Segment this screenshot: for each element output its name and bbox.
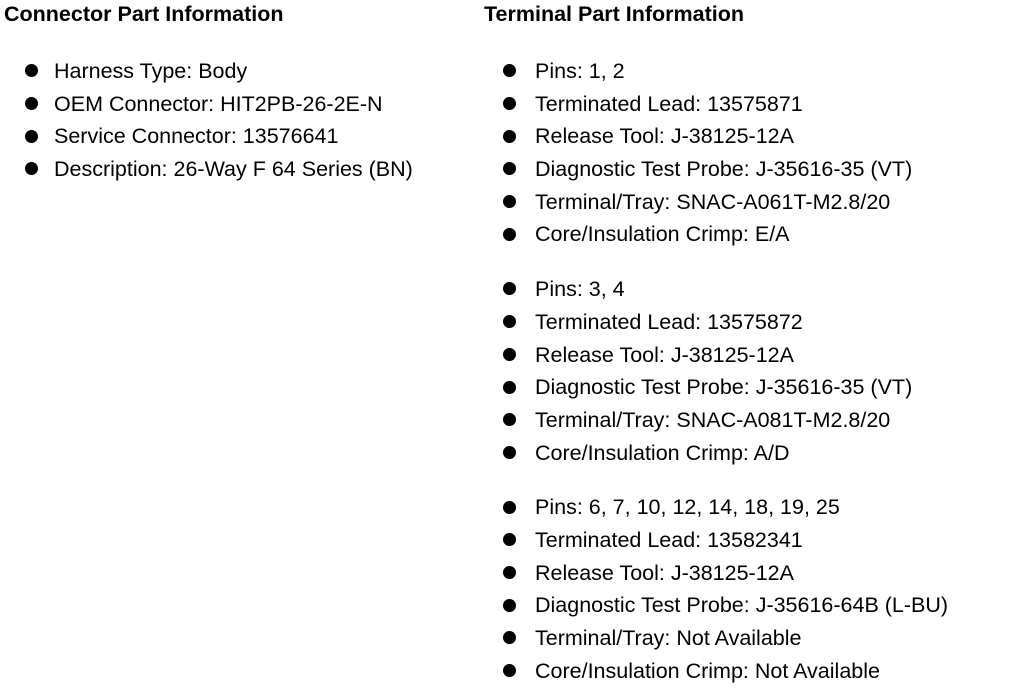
terminal-heading: Terminal Part Information (484, 2, 745, 26)
bullet-icon (503, 315, 516, 328)
list-item (484, 371, 1024, 404)
list-item-text: Terminated Lead: 13575872 (535, 309, 803, 334)
list-item-text: Release Tool: J-38125-12A (535, 560, 794, 585)
connector-list (4, 55, 474, 186)
list-item (484, 557, 1024, 590)
bullet-icon (503, 533, 516, 546)
list-item (484, 437, 1024, 470)
bullet-icon (503, 64, 516, 77)
bullet-icon (25, 64, 38, 77)
list-item-text: Release Tool: J-38125-12A (535, 124, 794, 149)
bullet-icon (503, 348, 516, 361)
terminal-group-2 (484, 273, 1024, 469)
bullet-icon (503, 195, 516, 208)
list-item-text: Diagnostic Test Probe: J-35616-35 (VT) (535, 375, 913, 400)
list-item (484, 524, 1024, 557)
list-item-text: Terminal/Tray: SNAC-A061T-M2.8/20 (535, 189, 891, 214)
bullet-icon (503, 446, 516, 459)
bullet-icon (25, 162, 38, 175)
list-item (484, 153, 1024, 186)
bullet-icon (503, 413, 516, 426)
list-item (484, 306, 1024, 339)
list-item (484, 88, 1024, 121)
bullet-icon (25, 130, 38, 143)
list-item-text: Terminal/Tray: SNAC-A081T-M2.8/20 (535, 407, 891, 432)
list-item (484, 120, 1024, 153)
list-item (484, 589, 1024, 622)
list-item (484, 339, 1024, 372)
bullet-icon (503, 228, 516, 241)
bullet-icon (503, 162, 516, 175)
list-item-text: Pins: 6, 7, 10, 12, 14, 18, 19, 25 (535, 495, 840, 520)
bullet-icon (503, 282, 516, 295)
bullet-icon (503, 97, 516, 110)
list-item-text: Terminated Lead: 13582341 (535, 527, 803, 552)
list-item-text: Description: 26-Way F 64 Series (BN) (54, 157, 413, 182)
list-item (484, 491, 1024, 524)
bullet-icon (503, 664, 516, 677)
list-item-text: Core/Insulation Crimp: Not Available (535, 658, 880, 683)
bullet-icon (503, 599, 516, 612)
bullet-icon (503, 631, 516, 644)
list-item-text: Pins: 3, 4 (535, 277, 625, 302)
list-item (484, 655, 1024, 688)
list-item (4, 55, 474, 88)
list-item (484, 404, 1024, 437)
connector-heading: Connector Part Information (4, 2, 284, 26)
bullet-icon (503, 130, 516, 143)
list-item-text: Core/Insulation Crimp: A/D (535, 440, 790, 465)
list-item-text: Release Tool: J-38125-12A (535, 342, 794, 367)
connector-section (4, 0, 474, 186)
bullet-icon (25, 97, 38, 110)
list-item (484, 273, 1024, 306)
list-item (4, 153, 474, 186)
list-item (4, 88, 474, 121)
list-item-text: Diagnostic Test Probe: J-35616-35 (VT) (535, 157, 913, 182)
terminal-section (484, 0, 1024, 687)
list-item-text: Terminated Lead: 13575871 (535, 91, 803, 116)
terminal-group-1 (484, 55, 1024, 251)
list-item-text: OEM Connector: HIT2PB-26-2E-N (54, 91, 383, 116)
bullet-icon (503, 501, 516, 514)
bullet-icon (503, 566, 516, 579)
list-item (484, 622, 1024, 655)
list-item-text: Diagnostic Test Probe: J-35616-64B (L-BU) (535, 593, 949, 618)
list-item-text: Service Connector: 13576641 (54, 124, 339, 149)
list-item (484, 186, 1024, 219)
list-item-text: Terminal/Tray: Not Available (535, 626, 802, 650)
list-item (4, 120, 474, 153)
terminal-group-3 (484, 491, 1024, 687)
list-item (484, 55, 1024, 88)
list-item (484, 218, 1024, 251)
list-item-text: Core/Insulation Crimp: E/A (535, 222, 790, 247)
list-item-text: Pins: 1, 2 (535, 59, 625, 83)
bullet-icon (503, 381, 516, 394)
list-item-text: Harness Type: Body (54, 59, 248, 83)
